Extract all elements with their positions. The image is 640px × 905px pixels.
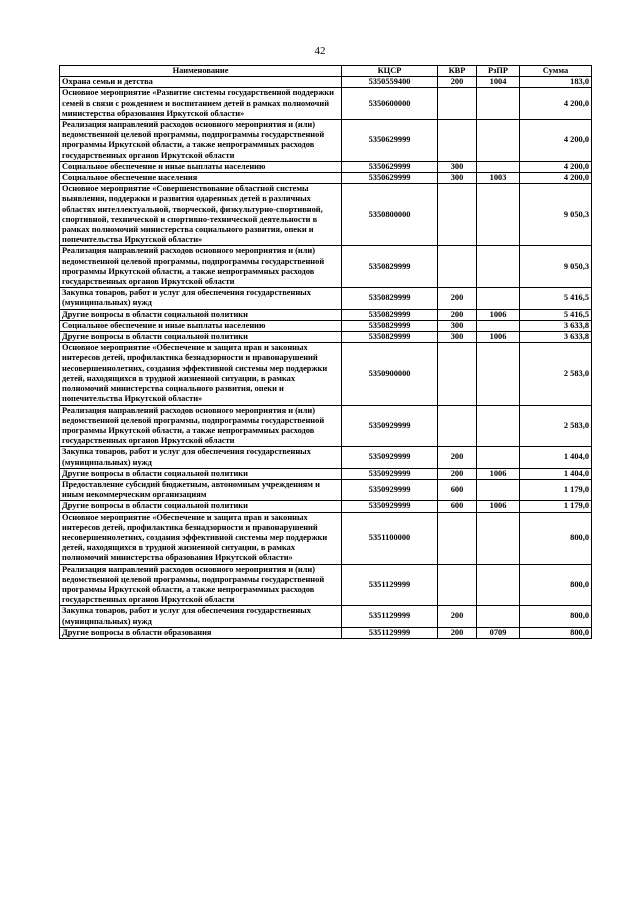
cell-rzpr: 1006 — [477, 309, 520, 320]
table-row — [60, 512, 592, 564]
cell-name: Реализация направлений расходов основного мероприятия и (или) ведомственной целевой программы, подпрограммы государственной программы Иркутской области, а также непрограммных расходов государственных органов Иркутской области — [60, 120, 342, 162]
cell-kvr — [438, 512, 477, 564]
cell-rzpr — [477, 120, 520, 162]
table-row — [60, 120, 592, 162]
cell-kcsr: 5350600000 — [342, 88, 438, 120]
cell-kcsr: 5350929999 — [342, 479, 438, 500]
cell-rzpr: 1006 — [477, 501, 520, 512]
cell-sum: 4 200,0 — [520, 173, 592, 184]
cell-kcsr: 5350629999 — [342, 173, 438, 184]
cell-kcsr: 5350629999 — [342, 120, 438, 162]
table-row — [60, 288, 592, 309]
table-row — [60, 606, 592, 627]
cell-kcsr: 5350929999 — [342, 468, 438, 479]
table-row — [60, 564, 592, 606]
cell-kcsr: 5350829999 — [342, 309, 438, 320]
cell-sum: 9 050,3 — [520, 184, 592, 246]
budget-table — [59, 65, 592, 639]
cell-kvr: 200 — [438, 309, 477, 320]
cell-rzpr — [477, 405, 520, 447]
cell-kvr — [438, 564, 477, 606]
cell-kvr: 600 — [438, 501, 477, 512]
cell-kcsr: 5351129999 — [342, 606, 438, 627]
cell-rzpr — [477, 606, 520, 627]
cell-sum: 5 416,5 — [520, 288, 592, 309]
cell-kvr: 200 — [438, 627, 477, 638]
cell-kcsr: 5350929999 — [342, 405, 438, 447]
cell-sum: 800,0 — [520, 512, 592, 564]
cell-kcsr: 5350929999 — [342, 447, 438, 468]
cell-name: Другие вопросы в области социальной политики — [60, 501, 342, 512]
cell-kcsr: 5351100000 — [342, 512, 438, 564]
cell-name: Другие вопросы в области образования — [60, 627, 342, 638]
cell-name: Закупка товаров, работ и услуг для обеспечения государственных (муниципальных) нужд — [60, 606, 342, 627]
table-row — [60, 405, 592, 447]
cell-sum: 3 633,8 — [520, 332, 592, 343]
table-header-row — [60, 66, 592, 77]
table-row — [60, 627, 592, 638]
cell-name: Предоставление субсидий бюджетным, автономным учреждениям и иным некоммерческим организациям — [60, 479, 342, 500]
cell-kcsr: 5350900000 — [342, 343, 438, 405]
cell-name: Основное мероприятие «Обеспечение и защита прав и законных интересов детей, профилактика безнадзорности и правонарушений несовершеннолетних, создания эффективной системы мер поддержки детей, находящихся в трудной жизненной ситуации, в рамках полномочий министерства образования Иркутской области» — [60, 512, 342, 564]
table-row — [60, 88, 592, 120]
cell-rzpr — [477, 343, 520, 405]
page-number: 42 — [314, 45, 326, 57]
header-kcsr: КЦСР — [342, 66, 438, 77]
cell-kvr: 200 — [438, 468, 477, 479]
cell-kcsr: 5350829999 — [342, 288, 438, 309]
cell-name: Охрана семьи и детства — [60, 77, 342, 88]
cell-rzpr — [477, 246, 520, 288]
cell-name: Основное мероприятие «Совершенствование областной системы выявления, поддержки и развития одаренных детей в различных областях интеллектуальной, творческой, физкультурно-спортивной, спортивной, технической и спортивно-технической деятельности в рамках полномочий министерства социального развития, опеки и попечительства Иркутской области» — [60, 184, 342, 246]
table-row — [60, 501, 592, 512]
cell-name: Основное мероприятие «Обеспечение и защита прав и законных интересов детей, профилактика безнадзорности и правонарушений несовершеннолетних, создания эффективной системы мер поддержки детей, находящихся в трудной жизненной ситуации, в рамках полномочий министерства социального развития, опеки и попечительства Иркутской области» — [60, 343, 342, 405]
cell-sum: 1 404,0 — [520, 468, 592, 479]
cell-name: Социальное обеспечение и иные выплаты населению — [60, 320, 342, 331]
table-row — [60, 343, 592, 405]
cell-kcsr: 5351129999 — [342, 627, 438, 638]
header-rzpr: РзПР — [477, 66, 520, 77]
cell-rzpr — [477, 288, 520, 309]
cell-kcsr: 5350800000 — [342, 184, 438, 246]
cell-sum: 2 583,0 — [520, 405, 592, 447]
cell-name: Другие вопросы в области социальной политики — [60, 332, 342, 343]
cell-kcsr: 5350829999 — [342, 320, 438, 331]
cell-kvr — [438, 246, 477, 288]
cell-rzpr — [477, 88, 520, 120]
cell-kcsr: 5350929999 — [342, 501, 438, 512]
cell-kcsr: 5351129999 — [342, 564, 438, 606]
table-row — [60, 161, 592, 172]
cell-sum: 2 583,0 — [520, 343, 592, 405]
cell-kcsr: 5350559400 — [342, 77, 438, 88]
cell-kcsr: 5350829999 — [342, 332, 438, 343]
header-kvr: КВР — [438, 66, 477, 77]
cell-kvr: 200 — [438, 447, 477, 468]
cell-kvr: 200 — [438, 288, 477, 309]
cell-rzpr: 1006 — [477, 332, 520, 343]
table-row — [60, 184, 592, 246]
cell-name: Социальное обеспечение и иные выплаты населению — [60, 161, 342, 172]
cell-rzpr: 1006 — [477, 468, 520, 479]
cell-sum: 4 200,0 — [520, 88, 592, 120]
cell-name: Социальное обеспечение населения — [60, 173, 342, 184]
cell-sum: 1 179,0 — [520, 479, 592, 500]
table-row — [60, 479, 592, 500]
cell-name: Закупка товаров, работ и услуг для обеспечения государственных (муниципальных) нужд — [60, 288, 342, 309]
table-row — [60, 332, 592, 343]
cell-rzpr: 0709 — [477, 627, 520, 638]
cell-name: Основное мероприятие «Развитие системы государственной поддержки семей в связи с рождением и воспитанием детей в рамках полномочий министерства образования Иркутской области» — [60, 88, 342, 120]
cell-name: Реализация направлений расходов основного мероприятия и (или) ведомственной целевой программы, подпрограммы государственной программы Иркутской области, а также непрограммных расходов государственных органов Иркутской области — [60, 246, 342, 288]
cell-kvr: 300 — [438, 320, 477, 331]
cell-name: Реализация направлений расходов основного мероприятия и (или) ведомственной целевой программы, подпрограммы государственной программы Иркутской области, а также непрограммных расходов государственных органов Иркутской области — [60, 405, 342, 447]
cell-sum: 4 200,0 — [520, 120, 592, 162]
table-row — [60, 173, 592, 184]
cell-sum: 800,0 — [520, 627, 592, 638]
table-row — [60, 468, 592, 479]
cell-rzpr — [477, 184, 520, 246]
cell-kvr — [438, 120, 477, 162]
cell-kvr: 200 — [438, 606, 477, 627]
cell-kvr — [438, 405, 477, 447]
cell-name: Закупка товаров, работ и услуг для обеспечения государственных (муниципальных) нужд — [60, 447, 342, 468]
cell-rzpr — [477, 447, 520, 468]
cell-kvr: 300 — [438, 173, 477, 184]
cell-rzpr: 1004 — [477, 77, 520, 88]
cell-sum: 9 050,3 — [520, 246, 592, 288]
cell-kcsr: 5350829999 — [342, 246, 438, 288]
table-row — [60, 447, 592, 468]
cell-sum: 800,0 — [520, 606, 592, 627]
cell-kcsr: 5350629999 — [342, 161, 438, 172]
cell-rzpr — [477, 479, 520, 500]
table-row — [60, 246, 592, 288]
cell-sum: 4 200,0 — [520, 161, 592, 172]
cell-sum: 800,0 — [520, 564, 592, 606]
cell-kvr — [438, 88, 477, 120]
cell-rzpr — [477, 161, 520, 172]
table-row — [60, 320, 592, 331]
cell-sum: 183,0 — [520, 77, 592, 88]
cell-kvr: 300 — [438, 161, 477, 172]
cell-kvr — [438, 343, 477, 405]
cell-name: Другие вопросы в области социальной политики — [60, 468, 342, 479]
cell-sum: 3 633,8 — [520, 320, 592, 331]
cell-sum: 1 179,0 — [520, 501, 592, 512]
cell-kvr: 600 — [438, 479, 477, 500]
table-row — [60, 309, 592, 320]
cell-rzpr — [477, 320, 520, 331]
cell-rzpr: 1003 — [477, 173, 520, 184]
cell-rzpr — [477, 564, 520, 606]
cell-name: Другие вопросы в области социальной политики — [60, 309, 342, 320]
cell-kvr: 200 — [438, 77, 477, 88]
cell-name: Реализация направлений расходов основного мероприятия и (или) ведомственной целевой программы, подпрограммы государственной программы Иркутской области, а также непрограммных расходов государственных органов Иркутской области — [60, 564, 342, 606]
header-name: Наименование — [60, 66, 342, 77]
cell-kvr: 300 — [438, 332, 477, 343]
header-sum: Сумма — [520, 66, 592, 77]
cell-sum: 5 416,5 — [520, 309, 592, 320]
cell-kvr — [438, 184, 477, 246]
cell-sum: 1 404,0 — [520, 447, 592, 468]
cell-rzpr — [477, 512, 520, 564]
table-row — [60, 77, 592, 88]
